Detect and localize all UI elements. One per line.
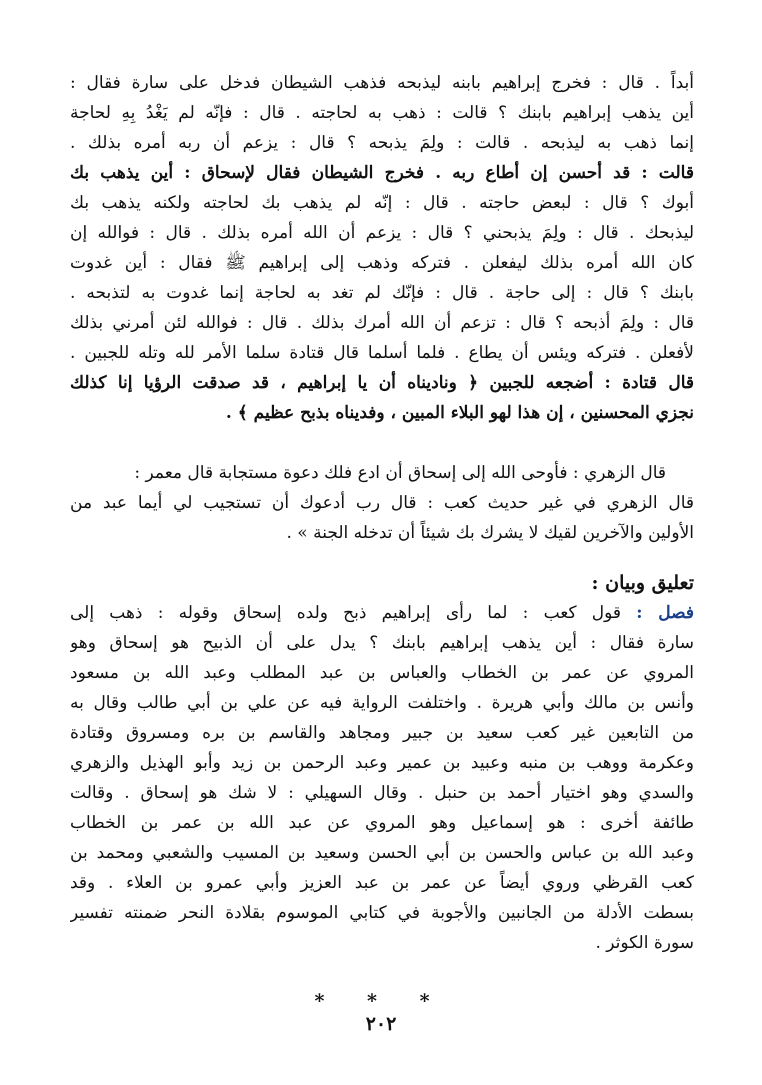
section-heading: تعليق وبيان : xyxy=(591,572,694,594)
fasl-label: فصل : xyxy=(636,603,694,623)
text-line: والسدي وهو اختيار أحمد بن حنبل . وقال السهيلي : لا شك هو إسحاق . وقالت xyxy=(70,783,694,803)
quran-verse-line: نجزي المحسنين ، إن هذا لهو البلاء المبين ، وفديناه بذبح عظيم ﴾ . xyxy=(225,403,694,423)
quran-verse-line: قال قتادة : أضجعه للجبين ﴿ وناديناه أن يا إبراهيم ، قد صدقت الرؤيا إنا كذلك xyxy=(70,373,694,393)
ornament-divider: * * * xyxy=(314,990,448,1012)
text-line: قالت : قد أحسن إن أطاع ربه . فخرج الشيطان فقال لإسحاق : أين يذهب بك xyxy=(70,163,694,183)
text-line: كان الله أمره بذلك ليفعلن . فتركه وذهب إلى إبراهيم ﷺ فقال : أين غدوت xyxy=(70,253,694,273)
text-line: أبوك ؟ قال : لبعض حاجته . قال : إنّه لم يذهب بك لحاجته ولكنه يذهب بك xyxy=(70,193,694,213)
paragraph-commentary xyxy=(70,598,694,958)
text-line xyxy=(70,598,694,628)
page-number: ٢٠٢ xyxy=(365,1013,397,1035)
text-line: الأولين والآخرين لقيك لا يشرك بك شيئاً أن تدخله الجنة » . xyxy=(286,523,694,543)
text-line: إنما ذهب به ليذبحه . قالت : ولِمَ يذبحه ؟ قال : يزعم أن ربه أمره بذلك . xyxy=(70,133,694,153)
text-line: سارة فقال : أين يذهب إبراهيم بابنك ؟ يدل على أن الذبيح هو إسحاق وهو xyxy=(70,633,694,653)
text-line: من التابعين غير كعب سعيد بن جبير ومجاهد والقاسم بن بره ومسروق وقتادة xyxy=(70,723,694,743)
text-line: بابنك ؟ قال : إلى حاجة . قال : فإنّك لم تغد به لحاجة إنما غدوت به لتذبحه . xyxy=(70,283,694,303)
text-line: أبداً . قال : فخرج إبراهيم بابنه ليذبحه فذهب الشيطان فدخل على سارة فقال : xyxy=(70,73,694,93)
text-line: قال الزهري في غير حديث كعب : قال رب أدعوك أن تستجيب لي أيما عبد من xyxy=(70,493,694,513)
text-run: قول كعب : لما رأى إبراهيم ذبح ولده إسحاق وقوله : ذهب إلى xyxy=(70,603,622,623)
text-line: وأنس بن مالك وأبي هريرة . واختلفت الرواية فيه عن علي بن أبي طالب وقال به xyxy=(70,693,694,713)
text-line: بسطت الأدلة من الجانبين والأجوبة في كتابي الموسوم بقلادة النحر ضمنته تفسير xyxy=(70,903,694,923)
text-line: ليذبحك . قال : ولِمَ يذبحني ؟ قال : يزعم أن الله أمره بذلك . قال : فوالله إن xyxy=(70,223,694,243)
text-line: قال : ولِمَ أذبحه ؟ قال : تزعم أن الله أمرك بذلك . قال : فوالله لئن أمرني بذلك xyxy=(70,313,694,333)
text-line: سورة الكوثر . xyxy=(595,933,694,953)
text-line: وعبد الله بن عباس والحسن بن أبي الحسن وسعيد بن المسيب والشعبي ومحمد بن xyxy=(70,843,694,863)
text-line: وعكرمة ووهب بن منبه وعبيد بن عمير وعبد الرحمن بن زيد وأبو الهذيل والزهري xyxy=(70,753,694,773)
text-line: كعب القرظي وروي أيضاً عن عمر بن عبد العزيز وأبي عمرو بن العلاء . وقد xyxy=(70,873,694,893)
text-line: طائفة أخرى : هو إسماعيل وهو المروي عن عبد الله بن عمر بن الخطاب xyxy=(70,813,694,833)
text-line: أين يذهب إبراهيم بابنك ؟ قالت : ذهب به لحاجته . قال : فإنّه لم يَغْدُ بِهِ لحاجة xyxy=(70,103,694,123)
text-line: لأفعلن . فتركه ويئس أن يطاع . فلما أسلما قال قتادة سلما الأمر لله وتله للجبين . xyxy=(70,343,694,363)
text-line: قال الزهري : فأوحى الله إلى إسحاق أن ادع فلك دعوة مستجابة قال معمر : xyxy=(134,463,666,483)
text-line: المروي عن عمر بن الخطاب والعباس بن عبد المطلب وعبد الله بن مسعود xyxy=(70,663,694,683)
paragraph-story xyxy=(70,68,694,428)
paragraph-zuhri xyxy=(70,458,694,548)
